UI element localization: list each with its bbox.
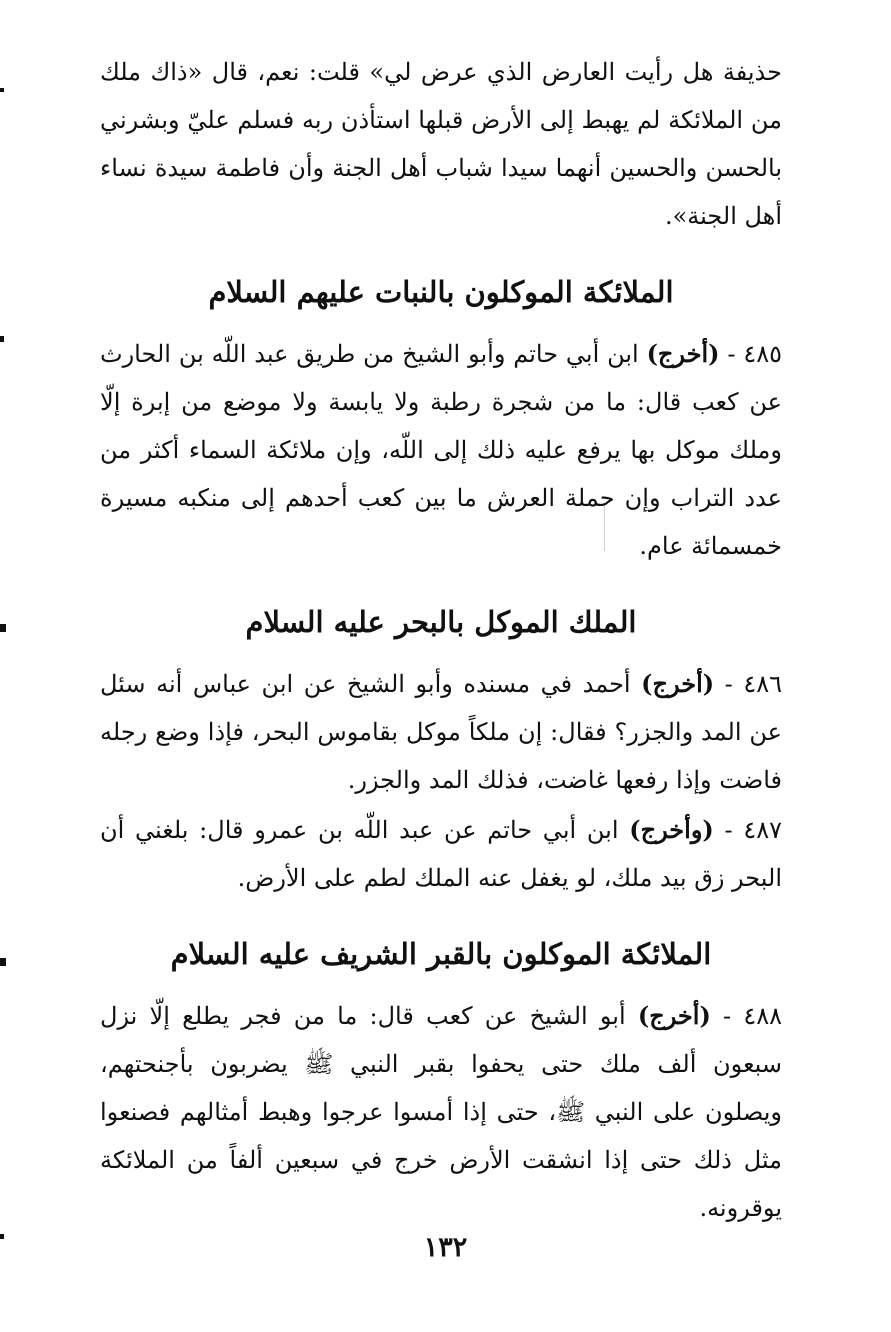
entry-body: أحمد في مسنده وأبو الشيخ عن ابن عباس أنه سئل عن المد والجزر؟ فقال: إن ملكاً موكل بقاموس البحر، فإذا وضع رجله فاضت وإذا رفعها غاضت، فذلك المد والجزر. — [100, 670, 782, 794]
edge-mark-3 — [0, 624, 6, 632]
edge-mark-4 — [0, 958, 6, 966]
entry-number: ٤٨٨ - — [723, 1002, 782, 1030]
entry-body: ابن أبي حاتم وأبو الشيخ من طريق عبد اللّه بن الحارث عن كعب قال: ما من شجرة رطبة ولا يابسة ولا موضع من إبرة إلّا وملك موكل بها يرفع عليه ذلك إلى اللّه، وإن ملائكة السماء أكثر من عدد التراب وإن حملة العرش ما بين كعب أحدهم إلى منكبه مسيرة خمسمائة عام. — [100, 340, 782, 560]
entry-486 — [100, 660, 782, 804]
entry-source: (أخرج) — [641, 669, 715, 698]
entry-488 — [100, 992, 782, 1232]
section-heading-grave: الملائكة الموكلون بالقبر الشريف عليه السلام — [170, 937, 712, 971]
entry-number: ٤٨٥ - — [727, 340, 783, 368]
edge-mark-1 — [0, 88, 4, 92]
edge-mark-2 — [0, 336, 4, 342]
entry-source: (أخرج) — [637, 1001, 711, 1030]
entry-485 — [100, 330, 782, 570]
section-heading-sea: الملك الموكل بالبحر عليه السلام — [245, 605, 637, 639]
opening-paragraph: حذيفة هل رأيت العارض الذي عرض لي» قلت: نعم، قال «ذاك ملك من الملائكة لم يهبط إلى الأرض قبلها استأذن ربه فسلم عليّ وبشرني بالحسن والحسين أنهما سيدا شباب أهل الجنة وأن فاطمة سيدة نساء أهل الجنة». — [100, 58, 782, 230]
page-content — [100, 48, 782, 1308]
page-number: ١٣٢ — [423, 1232, 468, 1263]
entry-number: ٤٨٧ - — [724, 816, 782, 844]
section-heading-plants: الملائكة الموكلون بالنبات عليهم السلام — [208, 275, 674, 309]
entry-source: (أخرج) — [646, 339, 720, 368]
entry-487 — [100, 806, 782, 902]
entry-body: أبو الشيخ عن كعب قال: ما من فجر يطلع إلّا نزل سبعون ألف ملك حتى يحفوا بقبر النبي ﷺ يضربون بأجنحتهم، ويصلون على النبي ﷺ، حتى إذا أمسوا عرجوا وهبط أمثالهم فصنعوا مثل ذلك حتى إذا انشقت الأرض خرج في سبعين ألفاً من الملائكة يوقرونه. — [100, 1002, 782, 1222]
entry-number: ٤٨٦ - — [724, 670, 782, 698]
entry-body: ابن أبي حاتم عن عبد اللّه بن عمرو قال: بلغني أن البحر زق بيد ملك، لو يغفل عنه الملك لطم على الأرض. — [100, 816, 782, 892]
entry-source: (وأخرج) — [629, 815, 714, 844]
